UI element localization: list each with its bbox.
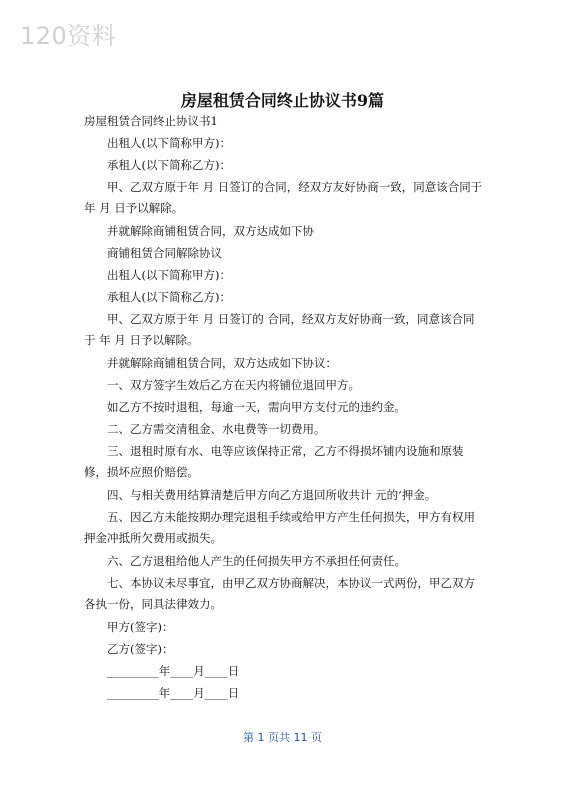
paragraph: 并就解除商铺租赁合同，双方达成如下协 (107, 224, 314, 238)
page-footer: 第 1 页共 11 页 (243, 731, 322, 744)
paragraph: 一、双方签字生效后乙方在天内将铺位退回甲方。 (107, 378, 360, 392)
document-body (84, 110, 484, 704)
paragraph: 商铺租赁合同解除协议 (107, 246, 222, 260)
paragraph: 承租人(以下简称乙方)： (107, 290, 231, 304)
paragraph: 甲、乙双方原于年 月 日签订的 合同，经双方友好协商一致，同意该合同于 年 月 日予以解除。 (84, 312, 475, 347)
section-heading: 房屋租赁合同终止协议书1 (84, 114, 218, 128)
paragraph: 五、因乙方未能按期办理完退租手续或给甲方产生任何损失，甲方有权用押金冲抵所欠费用或损失。 (84, 510, 475, 545)
watermark-logo: 120资料 (20, 22, 117, 50)
paragraph: 四、与相关费用结算清楚后甲方向乙方退回所收共计 元的’押金。 (107, 488, 437, 502)
paragraph: 并就解除商铺租赁合同，双方达成如下协议： (107, 356, 337, 370)
date-line: _________年____月____日 (107, 686, 240, 700)
date-line: _________年____月____日 (107, 664, 240, 678)
paragraph: 六、乙方退租给他人产生的任何损失甲方不承担任何责任。 (107, 554, 406, 568)
paragraph: 承租人(以下简称乙方)： (107, 158, 231, 172)
paragraph: 七、本协议未尽事宜，由甲乙双方协商解决，本协议一式两份，甲乙双方各执一份，同具法律效力。 (84, 576, 475, 611)
paragraph: 甲、乙双方原于年 月 日签订的合同，经双方友好协商一致，同意该合同于 年 月 日予以解除。 (84, 180, 483, 215)
paragraph: 三、退租时原有水、电等应该保持正常，乙方不得损坏铺内设施和原装修，损坏应照价赔偿。 (84, 444, 464, 479)
signature-line-party-a: 甲方(签字)： (107, 620, 174, 634)
paragraph: 出租人(以下简称甲方)： (107, 136, 231, 150)
paragraph: 出租人(以下简称甲方)： (107, 268, 231, 282)
document-title: 房屋租赁合同终止协议书9篇 (180, 91, 385, 110)
paragraph: 如乙方不按时退租，每逾一天，需向甲方支付元的违约金。 (107, 400, 406, 414)
paragraph: 二、乙方需交清租金、水电费等一切费用。 (107, 422, 326, 436)
signature-line-party-b: 乙方(签字)： (107, 642, 174, 656)
